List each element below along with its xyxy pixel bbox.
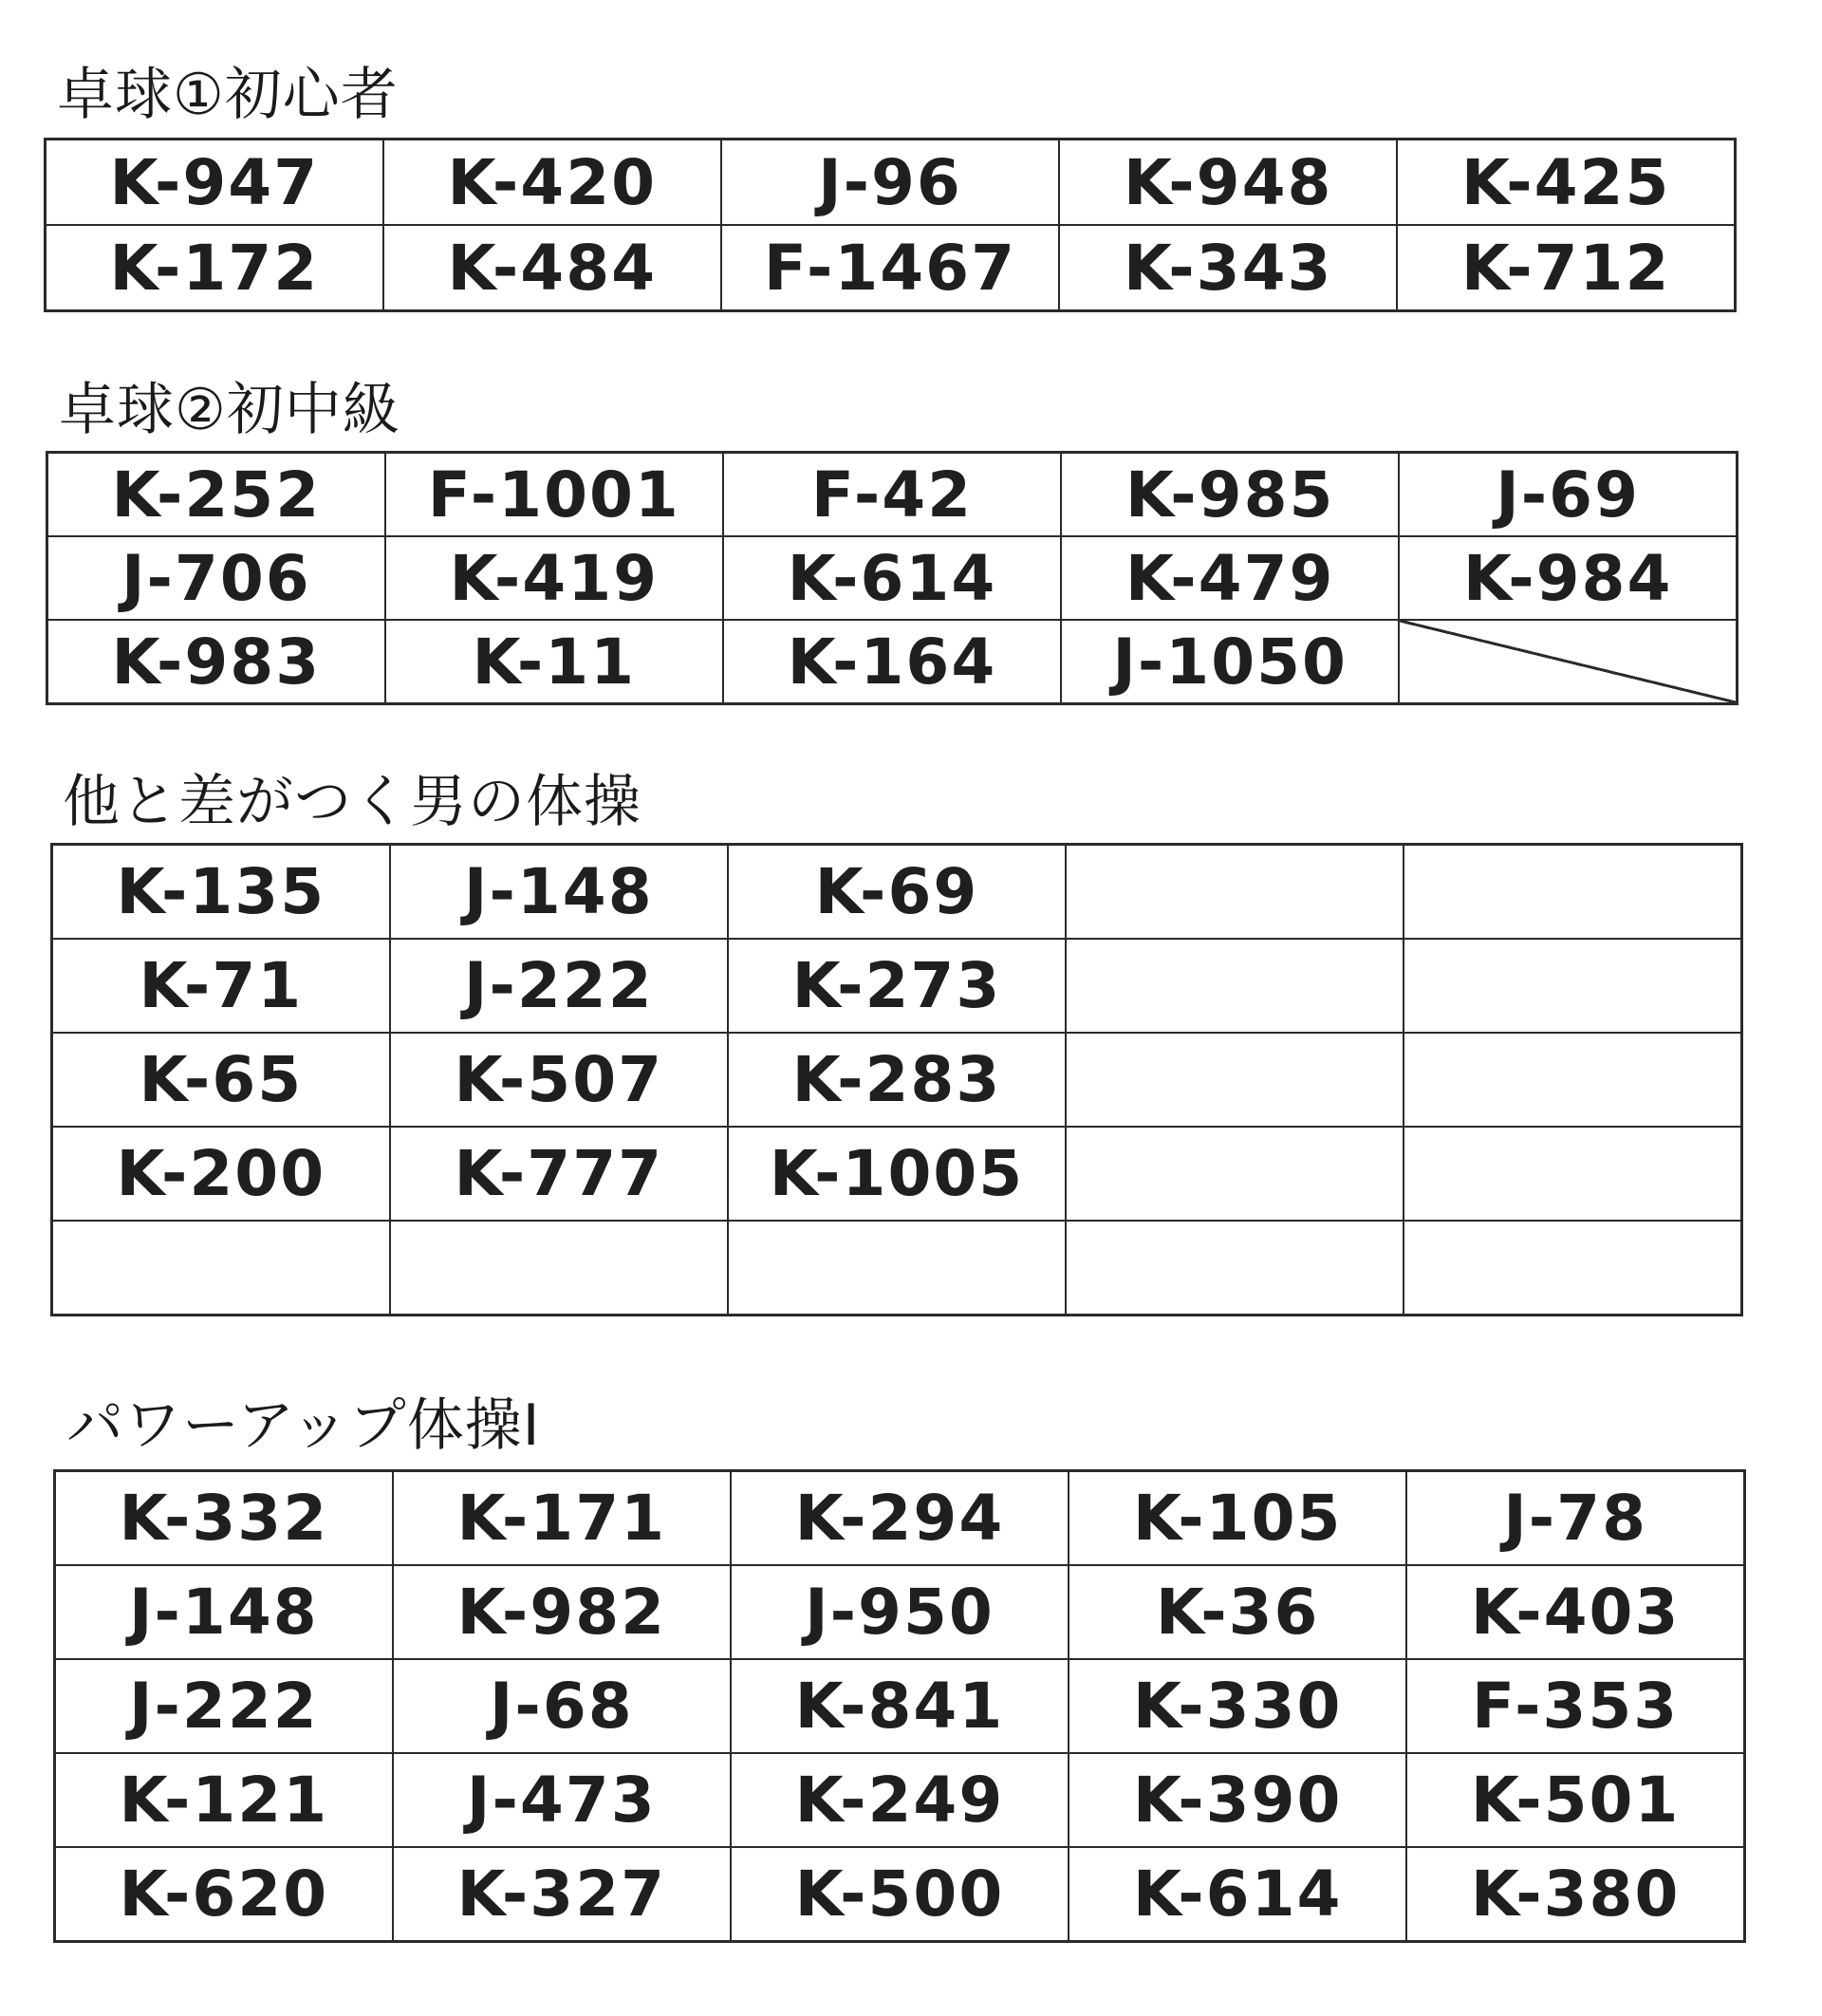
- table-cell: J-96: [721, 140, 1059, 226]
- table-cell: [1066, 1221, 1404, 1316]
- table-cell: [1404, 845, 1741, 940]
- code-table-table-tennis-beginner: [44, 138, 1737, 312]
- code-table-table-tennis-intermediate: [46, 451, 1738, 705]
- table-cell: J-69: [1399, 453, 1737, 537]
- table-cell: J-222: [390, 939, 728, 1033]
- table-cell: K-403: [1406, 1565, 1744, 1659]
- table-cell: K-982: [393, 1565, 731, 1659]
- table-cell: F-353: [1406, 1659, 1744, 1753]
- table-cell: [1404, 1221, 1741, 1316]
- empty-cell-diagonal-strike: [1399, 620, 1737, 704]
- table-cell: K-71: [52, 939, 390, 1033]
- table-cell: K-283: [728, 1033, 1066, 1127]
- table-row: [55, 1659, 1745, 1753]
- table-row: [52, 1033, 1742, 1127]
- table-cell: K-343: [1059, 225, 1397, 311]
- table-cell: K-614: [723, 536, 1061, 620]
- table-cell: K-135: [52, 845, 390, 940]
- table-cell: [390, 1221, 728, 1316]
- table-cell: K-507: [390, 1033, 728, 1127]
- table-row: [52, 1221, 1742, 1316]
- table-row: [55, 1565, 1745, 1659]
- table-cell: K-712: [1397, 225, 1735, 311]
- table-cell: K-69: [728, 845, 1066, 940]
- table-cell: K-984: [1399, 536, 1737, 620]
- table-cell: K-330: [1069, 1659, 1406, 1753]
- table-cell: [1066, 939, 1404, 1033]
- table-cell: K-614: [1069, 1847, 1406, 1942]
- table-row: [47, 453, 1738, 537]
- section-title-power-up-exercise: パワーアップ体操Ⅰ: [66, 1392, 541, 1459]
- table-cell: K-327: [393, 1847, 731, 1942]
- table-cell: [1404, 1033, 1741, 1127]
- table-cell: J-706: [47, 536, 385, 620]
- table-cell: K-1005: [728, 1127, 1066, 1221]
- table-cell: J-950: [731, 1565, 1069, 1659]
- section-title-table-tennis-intermediate: 卓球②初中級: [59, 377, 400, 443]
- table-cell: [52, 1221, 390, 1316]
- table-cell: [1066, 1127, 1404, 1221]
- table-row: [46, 140, 1736, 226]
- table-row: [47, 620, 1738, 704]
- table-cell: [1066, 1033, 1404, 1127]
- table-cell: K-11: [385, 620, 723, 704]
- table-row: [55, 1847, 1745, 1942]
- table-row: [47, 536, 1738, 620]
- table-cell: J-78: [1406, 1471, 1744, 1566]
- table-row: [55, 1753, 1745, 1847]
- table-cell: K-947: [46, 140, 383, 226]
- table-row: [52, 1127, 1742, 1221]
- table-cell: K-164: [723, 620, 1061, 704]
- table-cell: K-484: [383, 225, 721, 311]
- table-cell: [1404, 1127, 1741, 1221]
- table-cell: K-273: [728, 939, 1066, 1033]
- table-row: [55, 1471, 1745, 1566]
- table-cell: K-294: [731, 1471, 1069, 1566]
- table-cell: K-985: [1061, 453, 1399, 537]
- table-cell: K-425: [1397, 140, 1735, 226]
- table-cell: K-105: [1069, 1471, 1406, 1566]
- table-row: [46, 225, 1736, 311]
- table-cell: K-249: [731, 1753, 1069, 1847]
- table-row: [52, 845, 1742, 940]
- code-table-power-up-exercise: [53, 1469, 1746, 1943]
- table-row: [52, 939, 1742, 1033]
- table-cell: F-42: [723, 453, 1061, 537]
- table-cell: [728, 1221, 1066, 1316]
- table-cell: K-171: [393, 1471, 731, 1566]
- table-cell: K-420: [383, 140, 721, 226]
- code-table-mens-exercise: [50, 843, 1743, 1316]
- table-cell: J-68: [393, 1659, 731, 1753]
- table-cell: K-983: [47, 620, 385, 704]
- table-cell: K-380: [1406, 1847, 1744, 1942]
- table-cell: F-1467: [721, 225, 1059, 311]
- table-cell: J-473: [393, 1753, 731, 1847]
- table-cell: K-500: [731, 1847, 1069, 1942]
- table-cell: K-419: [385, 536, 723, 620]
- table-cell: K-332: [55, 1471, 393, 1566]
- section-title-mens-exercise: 他と差がつく男の体操: [63, 769, 641, 835]
- table-cell: K-172: [46, 225, 383, 311]
- table-cell: J-148: [390, 845, 728, 940]
- table-cell: F-1001: [385, 453, 723, 537]
- table-cell: K-777: [390, 1127, 728, 1221]
- section-title-table-tennis-beginner: 卓球①初心者: [57, 62, 399, 128]
- table-cell: K-620: [55, 1847, 393, 1942]
- table-cell: K-252: [47, 453, 385, 537]
- table-cell: J-1050: [1061, 620, 1399, 704]
- table-cell: K-390: [1069, 1753, 1406, 1847]
- table-cell: K-121: [55, 1753, 393, 1847]
- table-cell: [1404, 939, 1741, 1033]
- table-cell: [1066, 845, 1404, 940]
- table-cell: K-200: [52, 1127, 390, 1221]
- table-cell: K-948: [1059, 140, 1397, 226]
- table-cell: J-148: [55, 1565, 393, 1659]
- table-cell: K-479: [1061, 536, 1399, 620]
- table-cell: K-841: [731, 1659, 1069, 1753]
- table-cell: K-501: [1406, 1753, 1744, 1847]
- table-cell: K-65: [52, 1033, 390, 1127]
- table-cell: J-222: [55, 1659, 393, 1753]
- table-cell: K-36: [1069, 1565, 1406, 1659]
